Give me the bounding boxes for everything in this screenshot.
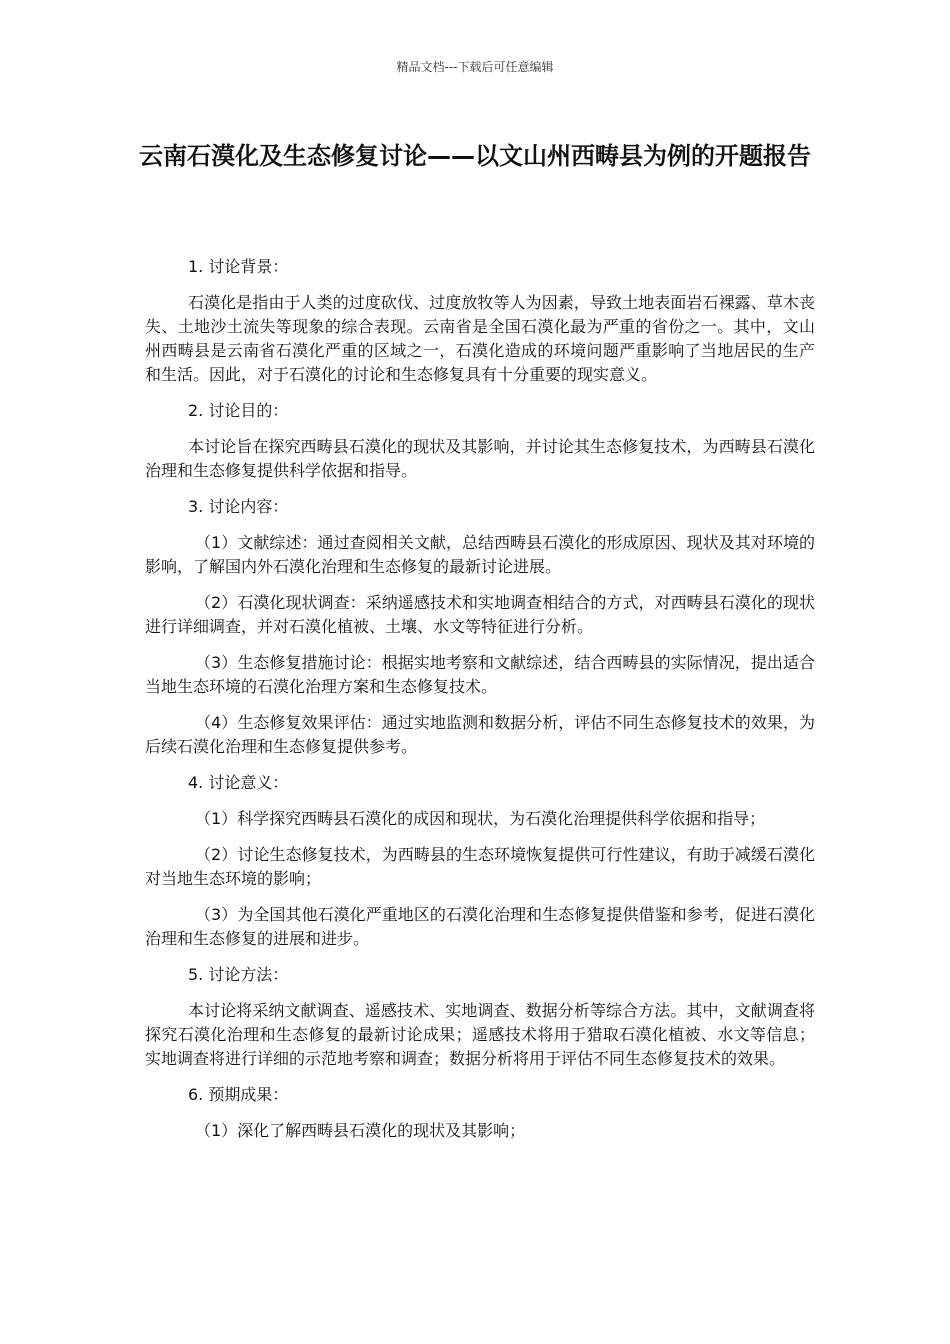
document-body (145, 255, 815, 1155)
header-note: 精品文档---下载后可任意编辑 (396, 60, 554, 74)
document-title: 云南石漠化及生态修复讨论——以文山州西畴县为例的开题报告 (139, 142, 811, 170)
expected-result-item-1: （1）深化了解西畴县石漠化的现状及其影响； (195, 1121, 526, 1140)
section-heading-expected-results: 6. 预期成果： (188, 1085, 289, 1104)
content-item-literature-review: （1）文献综述：通过查阅相关文献，总结西畴县石漠化的形成原因、现状及其对环境的影响，了解国内外石漠化治理和生态修复的最新讨论进展。 (145, 533, 815, 576)
methods-paragraph: 本讨论将采纳文献调查、遥感技术、实地调查、数据分析等综合方法。其中，文献调查将探究石漠化治理和生态修复的最新讨论成果；遥感技术将用于猎取石漠化植被、水文等信息；实地调查将进行详细的示范地考察和调查；数据分析将用于评估不同生态修复技术的效果。 (145, 1001, 815, 1068)
content-item-status-survey: （2）石漠化现状调查：采纳遥感技术和实地调查相结合的方式，对西畴县石漠化的现状进行详细调查，并对石漠化植被、土壤、水文等特征进行分析。 (145, 593, 815, 636)
purpose-paragraph: 本讨论旨在探究西畴县石漠化的现状及其影响，并讨论其生态修复技术，为西畴县石漠化治理和生态修复提供科学依据和指导。 (145, 437, 815, 480)
significance-item-1: （1）科学探究西畴县石漠化的成因和现状，为石漠化治理提供科学依据和指导； (195, 809, 766, 828)
section-heading-significance: 4. 讨论意义： (188, 773, 289, 792)
significance-item-2: （2）讨论生态修复技术，为西畴县的生态环境恢复提供可行性建议，有助于减缓石漠化对当地生态环境的影响； (145, 845, 815, 888)
section-heading-purpose: 2. 讨论目的： (188, 401, 289, 420)
section-heading-content: 3. 讨论内容： (188, 497, 289, 516)
background-paragraph: 石漠化是指由于人类的过度砍伐、过度放牧等人为因素，导致土地表面岩石裸露、草木丧失、土地沙土流失等现象的综合表现。云南省是全国石漠化最为严重的省份之一。其中，文山州西畴县是云南省石漠化严重的区域之一，石漠化造成的环境问题严重影响了当地居民的生产和生活。因此，对于石漠化的讨论和生态修复具有十分重要的现实意义。 (145, 293, 815, 384)
section-heading-background: 1. 讨论背景： (188, 257, 289, 276)
significance-item-3: （3）为全国其他石漠化严重地区的石漠化治理和生态修复提供借鉴和参考，促进石漠化治理和生态修复的进展和进步。 (145, 905, 815, 948)
section-heading-methods: 5. 讨论方法： (188, 965, 289, 984)
content-item-effect-evaluation: （4）生态修复效果评估：通过实地监测和数据分析，评估不同生态修复技术的效果，为后续石漠化治理和生态修复提供参考。 (145, 713, 815, 756)
content-item-restoration-measures: （3）生态修复措施讨论：根据实地考察和文献综述，结合西畴县的实际情况，提出适合当地生态环境的石漠化治理方案和生态修复技术。 (145, 653, 815, 696)
